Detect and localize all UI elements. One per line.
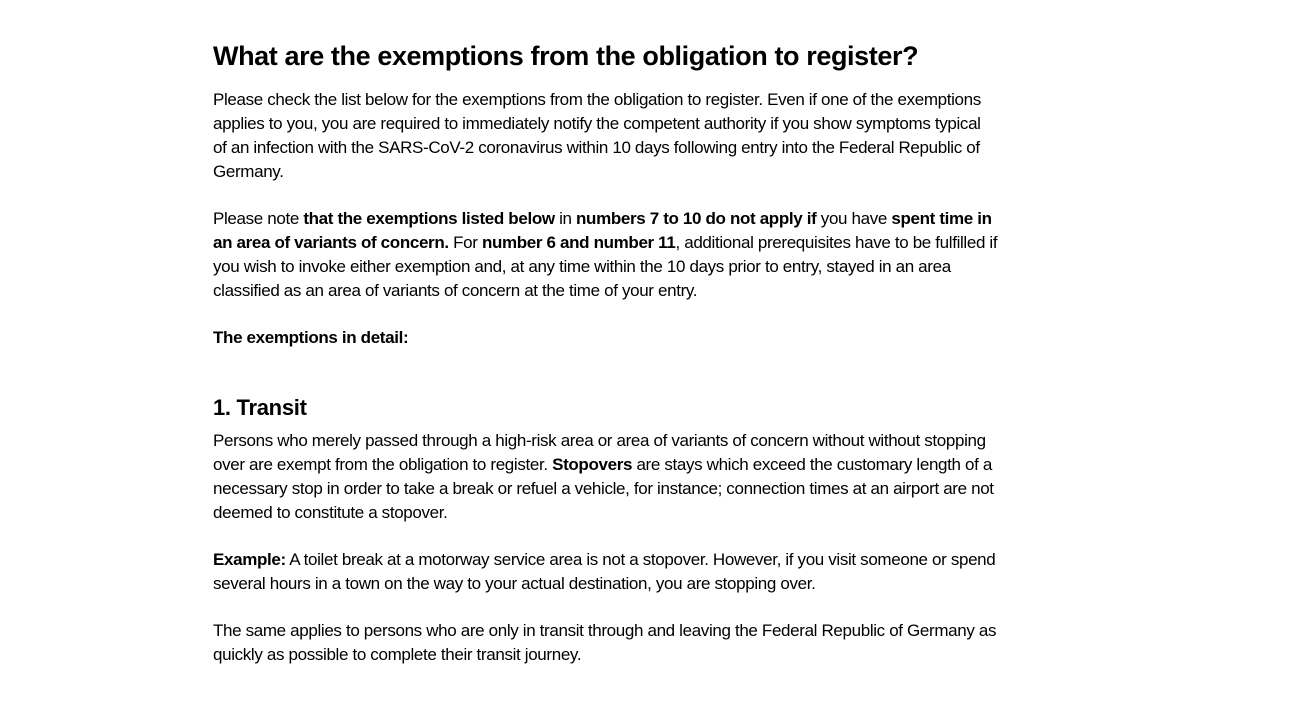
transit-text-1: Persons who merely passed through a high-risk area or area of variants of concern without without stopping over are exempt from the obligation to register. (213, 431, 986, 474)
note-text-2: in (554, 209, 577, 228)
note-bold-2: numbers 7 to 10 do not apply if (576, 209, 817, 228)
details-label (213, 326, 998, 350)
note-text-4: For (448, 233, 482, 252)
transit-leaving-paragraph: The same applies to persons who are only in transit through and leaving the Federal Republic of Germany as quickly as possible to complete their transit journey. (213, 621, 997, 664)
section-title: What are the exemptions from the obligation to register? (213, 41, 919, 71)
note-text-5: , additional prerequisites have to be fulfilled if you wish to invoke either exemption and, at any time within the 10 days prior to entry, stayed in an area classified as an area of variants of concern at the time of your entry. (213, 233, 998, 300)
transit-heading: 1. Transit (213, 395, 307, 420)
transit-text-2: are stays which exceed the customary length of a necessary stop in order to take a break or refuel a vehicle, for instance; connection times at an airport are not deemed to constitute a stopover. (213, 455, 994, 522)
section-spacer (213, 350, 998, 393)
transit-paragraph (213, 429, 998, 525)
note-text-3: you have (816, 209, 892, 228)
stopovers-term: Stopovers (552, 455, 633, 474)
details-label-text: The exemptions in detail: (213, 328, 409, 347)
example-label: Example: (213, 550, 286, 569)
intro-paragraph: Please check the list below for the exemptions from the obligation to register. Even if one of the exemptions applies to you, you are required to immediately notify the competent authority if you show symptoms typical of an infection with the SARS-CoV-2 coronavirus within 10 days following entry into the Federal Republic of Germany. (213, 90, 981, 181)
example-text: A toilet break at a motorway service area is not a stopover. However, if you visit someone or spend several hours in a town on the way to your actual destination, you are stopping over. (213, 550, 996, 593)
article-content (213, 36, 998, 690)
note-bold-3: spent time in an area of variants of concern. (213, 209, 992, 252)
note-bold-4: number 6 and number 11 (481, 233, 676, 252)
example-paragraph (213, 548, 998, 596)
note-text-1: Please note (213, 209, 304, 228)
note-bold-1: that the exemptions listed below (303, 209, 555, 228)
note-paragraph (213, 207, 998, 303)
